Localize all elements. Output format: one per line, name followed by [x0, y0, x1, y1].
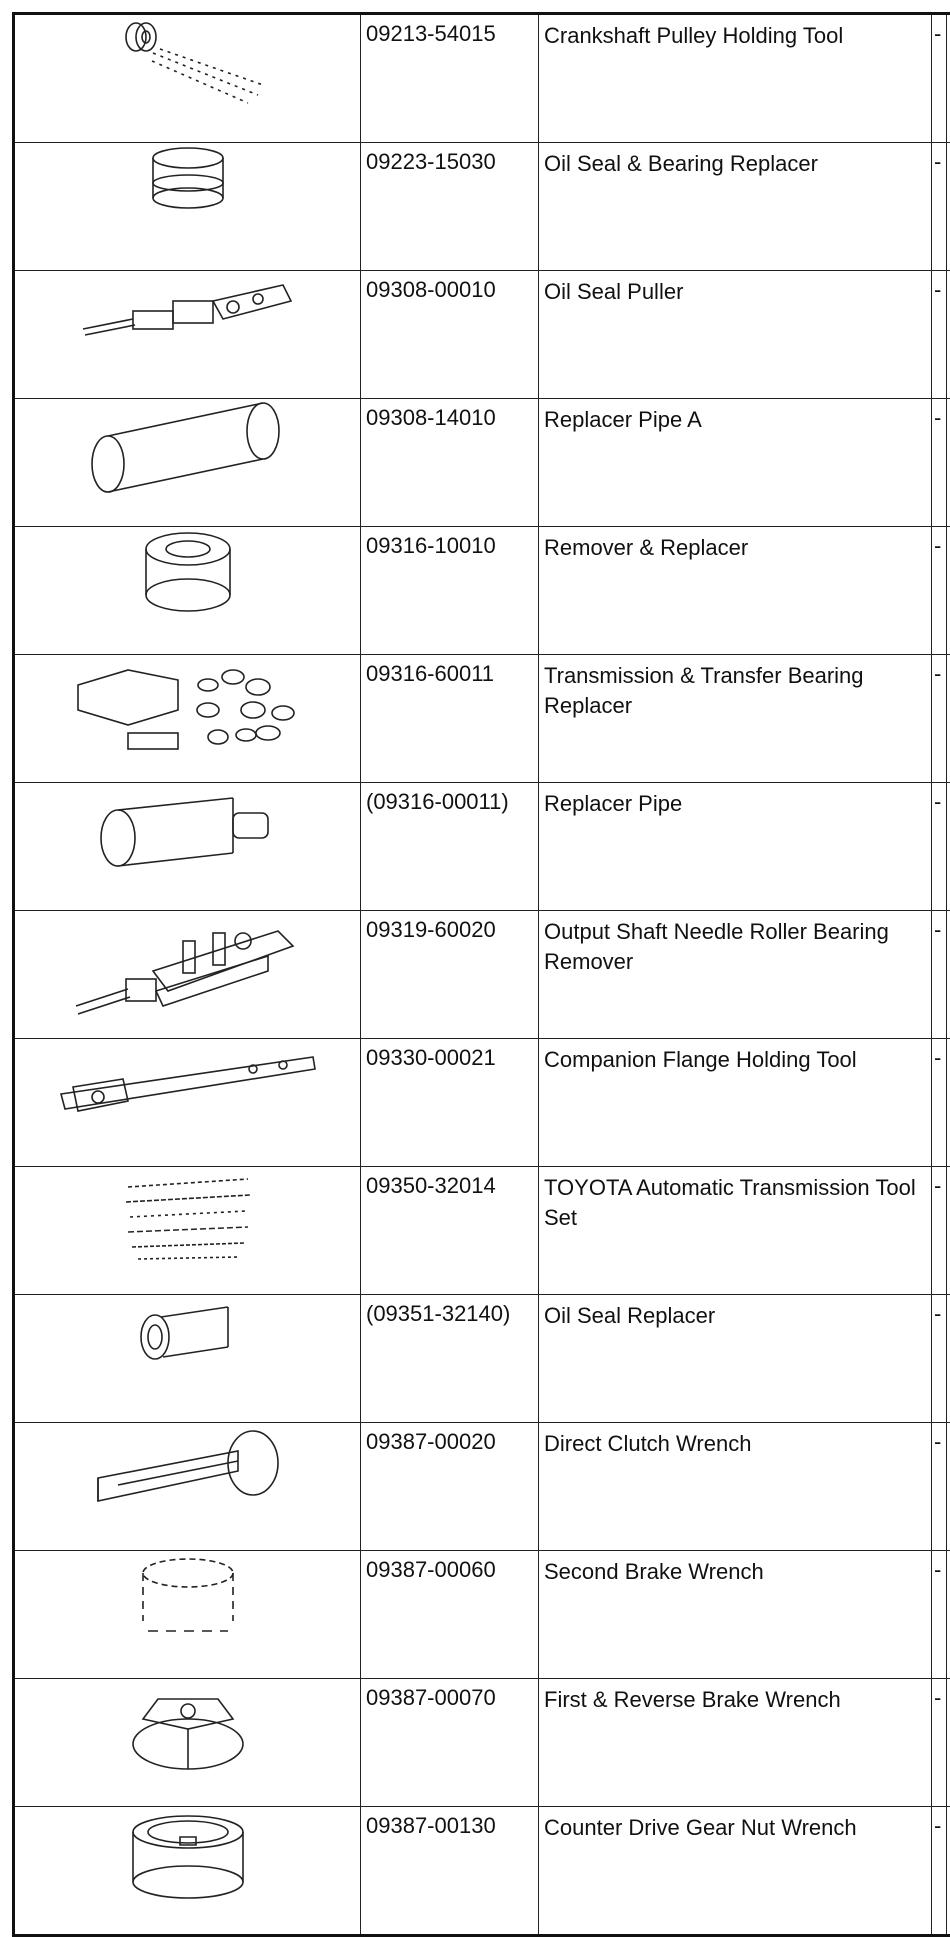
tool-name: Direct Clutch Wrench — [539, 1423, 932, 1551]
end-cell — [947, 911, 950, 1039]
part-number: 09316-10010 — [361, 527, 539, 655]
end-cell — [947, 1039, 950, 1167]
table-row — [14, 1807, 950, 1936]
table-row — [14, 655, 950, 783]
part-number: 09223-15030 — [361, 143, 539, 271]
end-cell — [947, 527, 950, 655]
part-number: 09316-60011 — [361, 655, 539, 783]
table-row — [14, 1039, 950, 1167]
special-tools-table — [12, 12, 950, 1937]
extra-dash: - — [932, 783, 947, 911]
tool-name: Second Brake Wrench — [539, 1551, 932, 1679]
table-row — [14, 143, 950, 271]
oil-seal-replacer-icon — [133, 1295, 243, 1365]
extra-dash: - — [932, 1807, 947, 1936]
extra-dash: - — [932, 1167, 947, 1295]
tool-image-cell — [14, 1423, 361, 1551]
second-brake-wrench-icon — [128, 1551, 248, 1641]
tool-name: Output Shaft Needle Roller Bearing Remover — [539, 911, 932, 1039]
tool-image-cell — [14, 1551, 361, 1679]
special-tools-sheet — [12, 12, 937, 1872]
tool-name: Replacer Pipe A — [539, 399, 932, 527]
tool-image-cell — [14, 1167, 361, 1295]
end-cell — [947, 399, 950, 527]
tool-name: Oil Seal Replacer — [539, 1295, 932, 1423]
extra-dash: - — [932, 1551, 947, 1679]
table-row — [14, 1167, 950, 1295]
extra-dash: - — [932, 271, 947, 399]
table-row — [14, 1679, 950, 1807]
table-row — [14, 1551, 950, 1679]
part-number: (09351-32140) — [361, 1295, 539, 1423]
tool-image-cell — [14, 783, 361, 911]
part-number: 09387-00020 — [361, 1423, 539, 1551]
extra-dash: - — [932, 1039, 947, 1167]
extra-dash: - — [932, 399, 947, 527]
table-row — [14, 399, 950, 527]
replacer-pipe-icon — [88, 783, 288, 873]
tool-name: Remover & Replacer — [539, 527, 932, 655]
part-number: 09350-32014 — [361, 1167, 539, 1295]
transmission-tool-set-icon — [118, 1167, 258, 1267]
tool-image-cell — [14, 14, 361, 143]
bearing-replacer-kit-icon — [68, 655, 308, 755]
tool-image-cell — [14, 1679, 361, 1807]
tool-image-cell — [14, 1295, 361, 1423]
tool-image-cell — [14, 1807, 361, 1936]
first-reverse-brake-wrench-icon — [123, 1679, 253, 1779]
end-cell — [947, 1807, 950, 1936]
tool-image-cell — [14, 143, 361, 271]
table-row — [14, 527, 950, 655]
part-number: 09308-14010 — [361, 399, 539, 527]
end-cell — [947, 1423, 950, 1551]
extra-dash: - — [932, 1423, 947, 1551]
part-number: 09387-00060 — [361, 1551, 539, 1679]
table-row — [14, 271, 950, 399]
end-cell — [947, 1551, 950, 1679]
table-row — [14, 911, 950, 1039]
part-number: 09213-54015 — [361, 14, 539, 143]
end-cell — [947, 783, 950, 911]
extra-dash: - — [932, 911, 947, 1039]
tool-image-cell — [14, 527, 361, 655]
tool-name: Crankshaft Pulley Holding Tool — [539, 14, 932, 143]
part-number: 09330-00021 — [361, 1039, 539, 1167]
tool-image-cell — [14, 271, 361, 399]
oil-seal-puller-icon — [73, 271, 303, 351]
end-cell — [947, 1295, 950, 1423]
table-row — [14, 14, 950, 143]
end-cell — [947, 1167, 950, 1295]
counter-drive-gear-nut-wrench-icon — [118, 1807, 258, 1907]
end-cell — [947, 271, 950, 399]
part-number: 09308-00010 — [361, 271, 539, 399]
tool-image-cell — [14, 1039, 361, 1167]
direct-clutch-wrench-icon — [88, 1423, 288, 1513]
end-cell — [947, 1679, 950, 1807]
part-number: 09387-00070 — [361, 1679, 539, 1807]
table-row — [14, 1423, 950, 1551]
tool-image-cell — [14, 911, 361, 1039]
remover-replacer-icon — [133, 527, 243, 622]
extra-dash: - — [932, 1679, 947, 1807]
extra-dash: - — [932, 527, 947, 655]
part-number: 09387-00130 — [361, 1807, 539, 1936]
replacer-pipe-a-icon — [83, 399, 293, 499]
extra-dash: - — [932, 143, 947, 271]
tool-name: Oil Seal & Bearing Replacer — [539, 143, 932, 271]
table-row — [14, 783, 950, 911]
extra-dash: - — [932, 1295, 947, 1423]
tool-name: Oil Seal Puller — [539, 271, 932, 399]
tool-name: Transmission & Transfer Bearing Replacer — [539, 655, 932, 783]
tool-name: Companion Flange Holding Tool — [539, 1039, 932, 1167]
extra-dash: - — [932, 14, 947, 143]
oil-seal-bearing-replacer-icon — [143, 143, 233, 223]
needle-bearing-remover-icon — [68, 911, 308, 1021]
flange-holding-tool-icon — [53, 1039, 323, 1119]
crankshaft-pulley-holding-tool-icon — [108, 15, 268, 105]
tool-name: Replacer Pipe — [539, 783, 932, 911]
part-number: 09319-60020 — [361, 911, 539, 1039]
tool-name: TOYOTA Automatic Transmission Tool Set — [539, 1167, 932, 1295]
tool-image-cell — [14, 655, 361, 783]
table-row — [14, 1295, 950, 1423]
end-cell — [947, 655, 950, 783]
tool-name: Counter Drive Gear Nut Wrench — [539, 1807, 932, 1936]
tool-name: First & Reverse Brake Wrench — [539, 1679, 932, 1807]
extra-dash: - — [932, 655, 947, 783]
end-cell — [947, 14, 950, 143]
part-number: (09316-00011) — [361, 783, 539, 911]
end-cell — [947, 143, 950, 271]
tool-image-cell — [14, 399, 361, 527]
